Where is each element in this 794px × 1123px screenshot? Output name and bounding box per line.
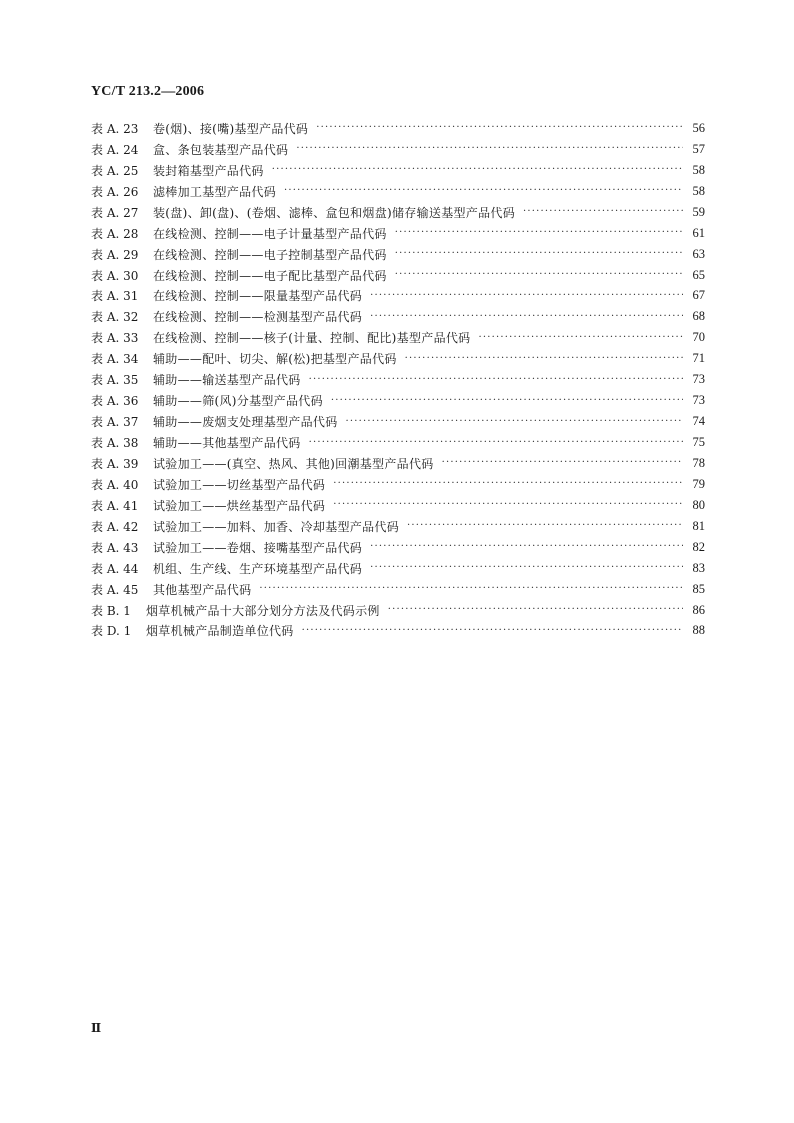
toc-leader-dots: [259, 583, 683, 595]
toc-entry-title: 试验加工——烘丝基型产品代码: [153, 498, 326, 513]
toc-entry-page: 56: [692, 120, 705, 135]
toc-entry-number: 表 A. 40: [91, 477, 139, 492]
toc-entry-title: 在线检测、控制——核子(计量、控制、配比)基型产品代码: [153, 331, 471, 346]
toc-entry-title: 装(盘)、卸(盘)、(卷烟、滤棒、盒包和烟盘)储存输送基型产品代码: [153, 205, 515, 220]
toc-entry-title: 辅助——筛(风)分基型产品代码: [153, 394, 323, 409]
toc-entry[interactable]: [91, 139, 705, 160]
toc-leader-dots: [284, 185, 683, 197]
toc-entry-page: 74: [692, 414, 705, 429]
toc-entry[interactable]: [91, 306, 705, 327]
toc-leader-dots: [309, 437, 683, 449]
toc-entry-page: 83: [692, 560, 705, 575]
toc-leader-dots: [333, 499, 683, 511]
toc-entry[interactable]: [91, 537, 705, 558]
toc-entry-page: 73: [692, 372, 705, 387]
toc-leader-dots: [478, 332, 683, 344]
toc-entry[interactable]: [91, 432, 705, 453]
toc-leader-dots: [388, 604, 683, 616]
toc-entry-number: 表 A. 30: [91, 268, 139, 283]
toc-entry-number: 表 A. 27: [91, 205, 139, 220]
toc-entry-title: 辅助——输送基型产品代码: [153, 373, 301, 388]
toc-entry-page: 75: [692, 435, 705, 450]
toc-leader-dots: [523, 206, 683, 218]
toc-entry[interactable]: [91, 411, 705, 432]
toc-entry-page: 57: [692, 141, 705, 156]
toc-entry-page: 71: [692, 351, 705, 366]
toc-entry-number: 表 A. 36: [91, 394, 139, 409]
toc-leader-dots: [370, 290, 683, 302]
toc-leader-dots: [331, 395, 683, 407]
toc-leader-dots: [296, 143, 683, 155]
toc-entry-title: 试验加工——切丝基型产品代码: [153, 477, 326, 492]
toc-entry-page: 78: [692, 455, 705, 470]
toc-entry-number: 表 D. 1: [91, 624, 132, 639]
toc-entry-title: 烟草机械产品十大部分划分方法及代码示例: [146, 603, 380, 618]
toc-entry-title: 盒、条包装基型产品代码: [153, 142, 289, 157]
toc-entry[interactable]: [91, 390, 705, 411]
toc-entry-page: 70: [692, 330, 705, 345]
toc-entry-title: 在线检测、控制——电子控制基型产品代码: [153, 247, 387, 262]
toc-entry-number: 表 A. 24: [91, 142, 139, 157]
toc-leader-dots: [370, 541, 683, 553]
toc-entry-title: 试验加工——(真空、热风、其他)回潮基型产品代码: [153, 456, 434, 471]
toc-entry-number: 表 A. 33: [91, 331, 139, 346]
toc-leader-dots: [316, 122, 683, 134]
toc-entry-number: 表 A. 31: [91, 289, 139, 304]
toc-entry[interactable]: [91, 202, 705, 223]
toc-entry[interactable]: [91, 495, 705, 516]
toc-entry-number: 表 A. 29: [91, 247, 139, 262]
toc-entry[interactable]: [91, 223, 705, 244]
toc-entry-page: 81: [692, 518, 705, 533]
toc-entry[interactable]: [91, 327, 705, 348]
toc-entry[interactable]: [91, 118, 705, 139]
toc-entry[interactable]: [91, 621, 705, 642]
toc-leader-dots: [405, 353, 683, 365]
toc-entry-title: 烟草机械产品制造单位代码: [146, 624, 294, 639]
toc-entry[interactable]: [91, 286, 705, 307]
toc-entry-title: 试验加工——加料、加香、冷却基型产品代码: [153, 519, 400, 534]
toc-entry-page: 88: [692, 623, 705, 638]
toc-entry-title: 在线检测、控制——限量基型产品代码: [153, 289, 363, 304]
toc-leader-dots: [370, 311, 683, 323]
table-of-contents: [91, 118, 705, 641]
toc-entry-number: 表 A. 25: [91, 163, 139, 178]
toc-entry-page: 61: [692, 225, 705, 240]
toc-entry-page: 85: [692, 581, 705, 596]
toc-leader-dots: [302, 625, 683, 637]
toc-entry[interactable]: [91, 369, 705, 390]
toc-entry-number: 表 A. 39: [91, 456, 139, 471]
toc-entry-page: 68: [692, 309, 705, 324]
toc-entry-number: 表 A. 41: [91, 498, 139, 513]
toc-entry-number: 表 A. 35: [91, 373, 139, 388]
toc-entry-number: 表 A. 37: [91, 415, 139, 430]
toc-entry[interactable]: [91, 265, 705, 286]
toc-entry-page: 80: [692, 497, 705, 512]
toc-entry-number: 表 A. 45: [91, 582, 139, 597]
toc-entry-title: 在线检测、控制——检测基型产品代码: [153, 310, 363, 325]
toc-entry[interactable]: [91, 160, 705, 181]
toc-entry-page: 59: [692, 204, 705, 219]
toc-entry-page: 67: [692, 288, 705, 303]
toc-entry-title: 试验加工——卷烟、接嘴基型产品代码: [153, 540, 363, 555]
toc-entry-page: 65: [692, 267, 705, 282]
toc-entry[interactable]: [91, 600, 705, 621]
toc-entry-title: 卷(烟)、接(嘴)基型产品代码: [153, 121, 309, 136]
toc-entry-title: 滤棒加工基型产品代码: [153, 184, 277, 199]
toc-entry[interactable]: [91, 348, 705, 369]
toc-entry[interactable]: [91, 516, 705, 537]
toc-entry-title: 辅助——其他基型产品代码: [153, 436, 301, 451]
toc-entry-page: 73: [692, 393, 705, 408]
toc-leader-dots: [442, 457, 683, 469]
toc-leader-dots: [346, 416, 683, 428]
toc-entry-number: 表 A. 38: [91, 436, 139, 451]
toc-leader-dots: [395, 269, 683, 281]
toc-entry-number: 表 A. 34: [91, 352, 139, 367]
toc-entry[interactable]: [91, 453, 705, 474]
toc-entry-number: 表 A. 44: [91, 561, 139, 576]
toc-entry[interactable]: [91, 244, 705, 265]
toc-entry-title: 辅助——配叶、切尖、解(松)把基型产品代码: [153, 352, 397, 367]
toc-entry-number: 表 A. 42: [91, 519, 139, 534]
toc-entry-title: 在线检测、控制——电子配比基型产品代码: [153, 268, 387, 283]
toc-entry-title: 装封箱基型产品代码: [153, 163, 264, 178]
toc-leader-dots: [272, 164, 683, 176]
toc-entry-page: 58: [692, 162, 705, 177]
toc-entry-number: 表 A. 28: [91, 226, 139, 241]
toc-entry[interactable]: [91, 558, 705, 579]
toc-entry-title: 在线检测、控制——电子计量基型产品代码: [153, 226, 387, 241]
page-numeral-footer: Ⅱ: [91, 1021, 102, 1035]
toc-entry-title: 辅助——废烟支处理基型产品代码: [153, 415, 338, 430]
toc-entry-number: 表 A. 32: [91, 310, 139, 325]
toc-leader-dots: [395, 227, 683, 239]
toc-entry-number: 表 A. 43: [91, 540, 139, 555]
toc-entry-number: 表 A. 26: [91, 184, 139, 199]
toc-entry-page: 58: [692, 183, 705, 198]
toc-entry-title: 其他基型产品代码: [153, 582, 252, 597]
toc-entry[interactable]: [91, 579, 705, 600]
toc-entry-page: 79: [692, 476, 705, 491]
toc-entry-number: 表 B. 1: [91, 603, 131, 618]
toc-entry-number: 表 A. 23: [91, 121, 139, 136]
toc-entry-page: 86: [692, 602, 705, 617]
toc-leader-dots: [395, 248, 683, 260]
toc-leader-dots: [309, 374, 683, 386]
toc-leader-dots: [407, 520, 683, 532]
toc-entry-page: 63: [692, 246, 705, 261]
toc-entry-page: 82: [692, 539, 705, 554]
toc-entry-title: 机组、生产线、生产环境基型产品代码: [153, 561, 363, 576]
toc-leader-dots: [333, 478, 683, 490]
toc-leader-dots: [370, 562, 683, 574]
toc-entry[interactable]: [91, 474, 705, 495]
toc-entry[interactable]: [91, 181, 705, 202]
standard-id-header: YC/T 213.2—2006: [91, 84, 205, 99]
